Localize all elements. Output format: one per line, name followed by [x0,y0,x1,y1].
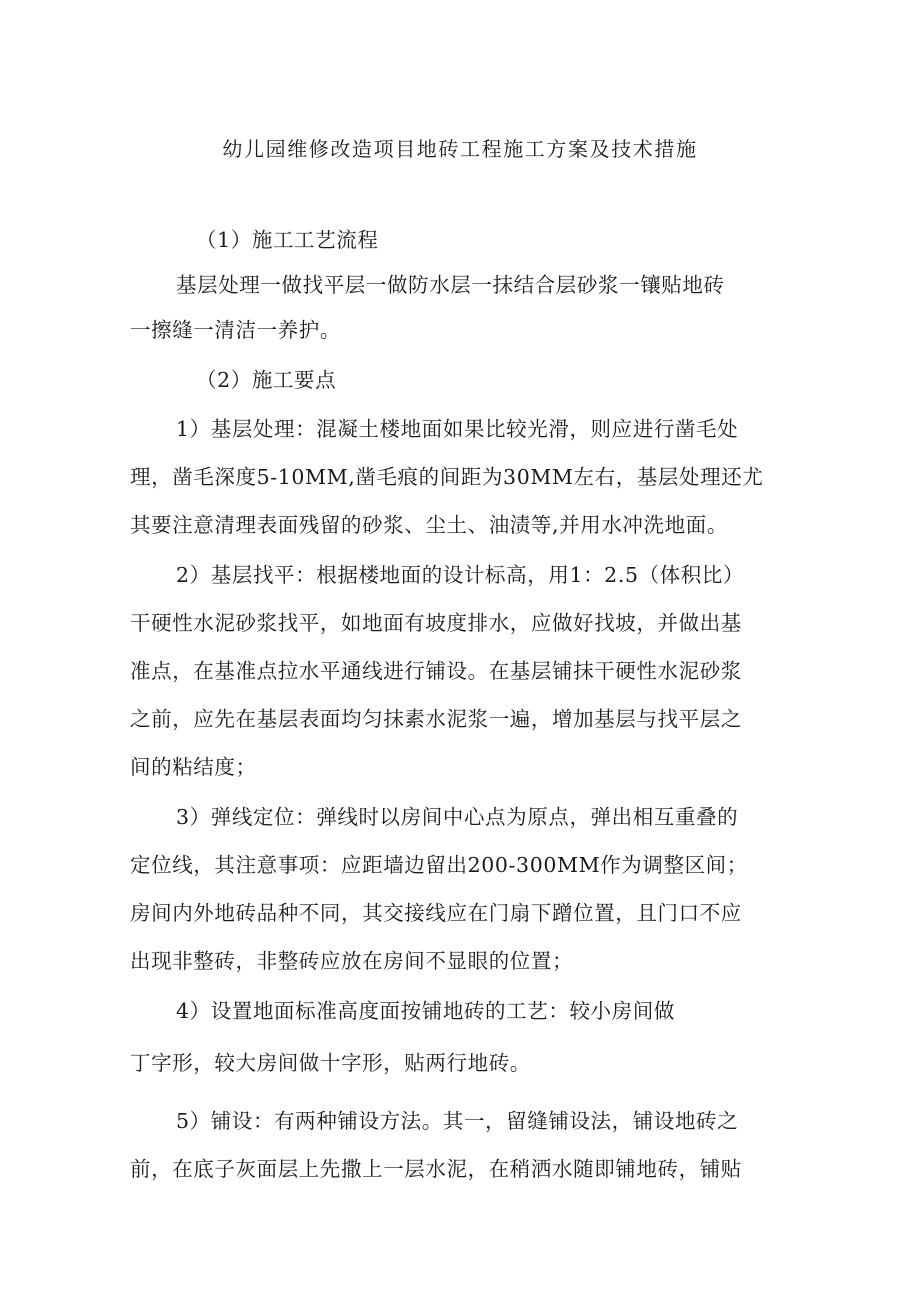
page-title: 幼儿园维修改造项目地砖工程施工方案及技术措施 [222,137,698,161]
paragraph-line: 5）铺设：有两种铺设方法。其一，留缝铺设法，铺设地砖之 [176,1109,739,1133]
paragraph-line: 理，凿毛深度5-10MM,凿毛痕的间距为30MM左右，基层处理还尤 [130,465,764,489]
paragraph-line: 丁字形，较大房间做十字形，贴两行地砖。 [130,1051,531,1075]
section-heading-key-points: （2）施工要点 [196,368,337,392]
paragraph-line: 1）基层处理：混凝土楼地面如果比较光滑，则应进行凿毛处 [176,417,739,441]
paragraph-line: 间的粘结度； [130,755,257,779]
section-heading-process: （1）施工工艺流程 [196,228,379,252]
paragraph-line: 出现非整砖，非整砖应放在房间不显眼的位置； [130,949,574,973]
paragraph-line: 基层处理一做找平层一做防水层一抹结合层砂浆一镶贴地砖 [176,273,725,297]
paragraph-line: 4）设置地面标准高度面按铺地砖的工艺：较小房间做 [176,999,675,1023]
paragraph-line: 其要注意清理表面残留的砂浆、尘土、油渍等,并用水冲洗地面。 [130,513,728,537]
paragraph-line: 房间内外地砖品种不同，其交接线应在门扇下蹭位置，且门口不应 [130,901,742,925]
paragraph-line: 准点，在基准点拉水平通线进行铺设。在基层铺抹干硬性水泥砂浆 [130,659,742,683]
paragraph-line: 2）基层找平：根据楼地面的设计标高，用1：2.5（体积比） [176,563,745,587]
paragraph-line: 定位线，其注意事项：应距墙边留出200-300MM作为调整区间； [130,853,748,877]
paragraph-line: 3）弹线定位：弹线时以房间中心点为原点，弹出相互重叠的 [176,805,739,829]
paragraph-line: 之前，应先在基层表面均匀抹素水泥浆一遍，增加基层与找平层之 [130,707,742,731]
paragraph-line: 一擦缝一清洁一养护。 [130,318,341,342]
paragraph-line: 前，在底子灰面层上先撒上一层水泥，在稍洒水随即铺地砖，铺贴 [130,1157,742,1181]
paragraph-line: 干硬性水泥砂浆找平，如地面有坡度排水，应做好找坡，并做出基 [130,611,742,635]
